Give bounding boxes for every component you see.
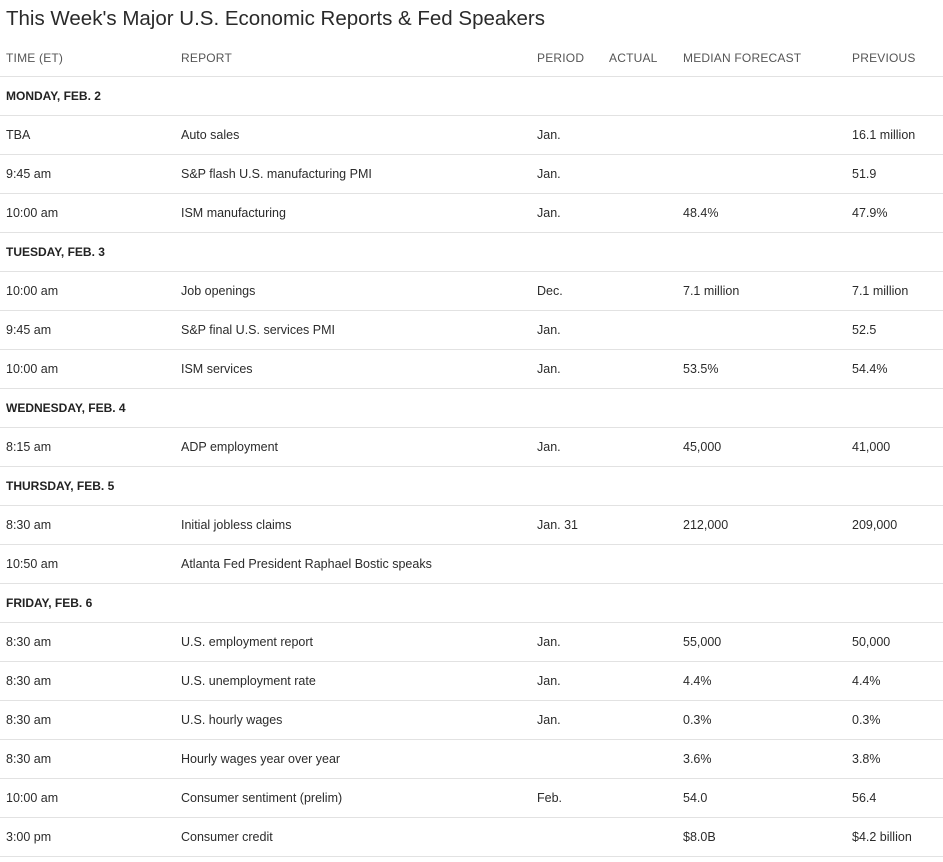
cell-median-forecast: 7.1 million	[683, 284, 740, 298]
day-label: MONDAY, FEB. 2	[6, 89, 101, 103]
day-group-row	[0, 233, 943, 272]
cell-time: 8:15 am	[6, 440, 52, 454]
cell-period: Jan.	[537, 167, 561, 181]
cell-period: Jan.	[537, 635, 561, 649]
cell-time: 10:00 am	[6, 791, 59, 805]
cell-time: 8:30 am	[6, 635, 52, 649]
cell-time: 8:30 am	[6, 713, 52, 727]
table-row	[0, 311, 943, 350]
cell-time: 8:30 am	[6, 674, 52, 688]
cell-previous: 56.4	[852, 791, 877, 805]
table-row	[0, 662, 943, 701]
day-group-row	[0, 77, 943, 116]
table-body	[0, 77, 943, 857]
cell-previous: 50,000	[852, 635, 891, 649]
cell-time: 10:50 am	[6, 557, 59, 571]
cell-previous: $4.2 billion	[852, 830, 912, 844]
day-group-row	[0, 584, 943, 623]
cell-report: Consumer credit	[181, 830, 273, 844]
table-row	[0, 272, 943, 311]
economic-calendar-table	[0, 40, 943, 857]
cell-report: Hourly wages year over year	[181, 752, 341, 766]
cell-time: 9:45 am	[6, 323, 52, 337]
cell-period: Dec.	[537, 284, 563, 298]
cell-period: Feb.	[537, 791, 563, 805]
cell-previous: 4.4%	[852, 674, 881, 688]
column-header-median-forecast: MEDIAN FORECAST	[683, 51, 802, 65]
cell-median-forecast: $8.0B	[683, 830, 716, 844]
cell-report: ISM services	[181, 362, 253, 376]
cell-report: ADP employment	[181, 440, 279, 454]
cell-median-forecast: 212,000	[683, 518, 729, 532]
cell-previous: 51.9	[852, 167, 877, 181]
cell-time: 10:00 am	[6, 362, 59, 376]
cell-previous: 52.5	[852, 323, 877, 337]
day-label: THURSDAY, FEB. 5	[6, 479, 115, 493]
cell-report: Auto sales	[181, 128, 240, 142]
cell-period: Jan.	[537, 323, 561, 337]
table-row	[0, 779, 943, 818]
cell-median-forecast: 0.3%	[683, 713, 712, 727]
column-header-previous: PREVIOUS	[852, 51, 916, 65]
table-row	[0, 194, 943, 233]
table-row	[0, 545, 943, 584]
cell-previous: 47.9%	[852, 206, 888, 220]
cell-previous: 0.3%	[852, 713, 881, 727]
cell-median-forecast: 45,000	[683, 440, 722, 454]
cell-time: 9:45 am	[6, 167, 52, 181]
cell-median-forecast: 53.5%	[683, 362, 719, 376]
cell-report: U.S. employment report	[181, 635, 313, 649]
cell-time: 10:00 am	[6, 284, 59, 298]
cell-time: 8:30 am	[6, 518, 52, 532]
cell-time: 8:30 am	[6, 752, 52, 766]
column-header-actual: ACTUAL	[609, 51, 658, 65]
day-label: TUESDAY, FEB. 3	[6, 245, 105, 259]
table-row	[0, 116, 943, 155]
day-group-row	[0, 467, 943, 506]
day-label: FRIDAY, FEB. 6	[6, 596, 93, 610]
cell-period: Jan. 31	[537, 518, 579, 532]
cell-median-forecast: 55,000	[683, 635, 722, 649]
column-header-time: TIME (ET)	[6, 51, 64, 65]
cell-report: Initial jobless claims	[181, 518, 292, 532]
cell-median-forecast: 54.0	[683, 791, 708, 805]
table-row	[0, 701, 943, 740]
cell-previous: 16.1 million	[852, 128, 916, 142]
cell-report: S&P flash U.S. manufacturing PMI	[181, 167, 372, 181]
table-row	[0, 623, 943, 662]
cell-report: Atlanta Fed President Raphael Bostic speaks	[181, 557, 432, 571]
cell-report: ISM manufacturing	[181, 206, 286, 220]
table-row	[0, 350, 943, 389]
cell-period: Jan.	[537, 206, 561, 220]
table-row	[0, 818, 943, 857]
table-row	[0, 155, 943, 194]
table-row	[0, 506, 943, 545]
cell-time: 3:00 pm	[6, 830, 52, 844]
cell-previous: 41,000	[852, 440, 891, 454]
table-header-row	[0, 40, 943, 77]
column-header-report: REPORT	[181, 51, 232, 65]
cell-period: Jan.	[537, 674, 561, 688]
table-row	[0, 428, 943, 467]
cell-report: Job openings	[181, 284, 256, 298]
cell-report: Consumer sentiment (prelim)	[181, 791, 343, 805]
cell-median-forecast: 48.4%	[683, 206, 719, 220]
cell-previous: 54.4%	[852, 362, 888, 376]
cell-period: Jan.	[537, 713, 561, 727]
cell-previous: 209,000	[852, 518, 898, 532]
table-row	[0, 740, 943, 779]
cell-period: Jan.	[537, 440, 561, 454]
cell-report: S&P final U.S. services PMI	[181, 323, 335, 337]
cell-report: U.S. unemployment rate	[181, 674, 316, 688]
cell-previous: 3.8%	[852, 752, 881, 766]
cell-report: U.S. hourly wages	[181, 713, 283, 727]
cell-time: 10:00 am	[6, 206, 59, 220]
day-label: WEDNESDAY, FEB. 4	[6, 401, 126, 415]
page-title: This Week's Major U.S. Economic Reports & Fed Speakers	[6, 7, 546, 30]
column-header-period: PERIOD	[537, 51, 585, 65]
cell-median-forecast: 4.4%	[683, 674, 712, 688]
cell-previous: 7.1 million	[852, 284, 909, 298]
cell-median-forecast: 3.6%	[683, 752, 712, 766]
day-group-row	[0, 389, 943, 428]
cell-period: Jan.	[537, 362, 561, 376]
cell-time: TBA	[6, 128, 31, 142]
cell-period: Jan.	[537, 128, 561, 142]
